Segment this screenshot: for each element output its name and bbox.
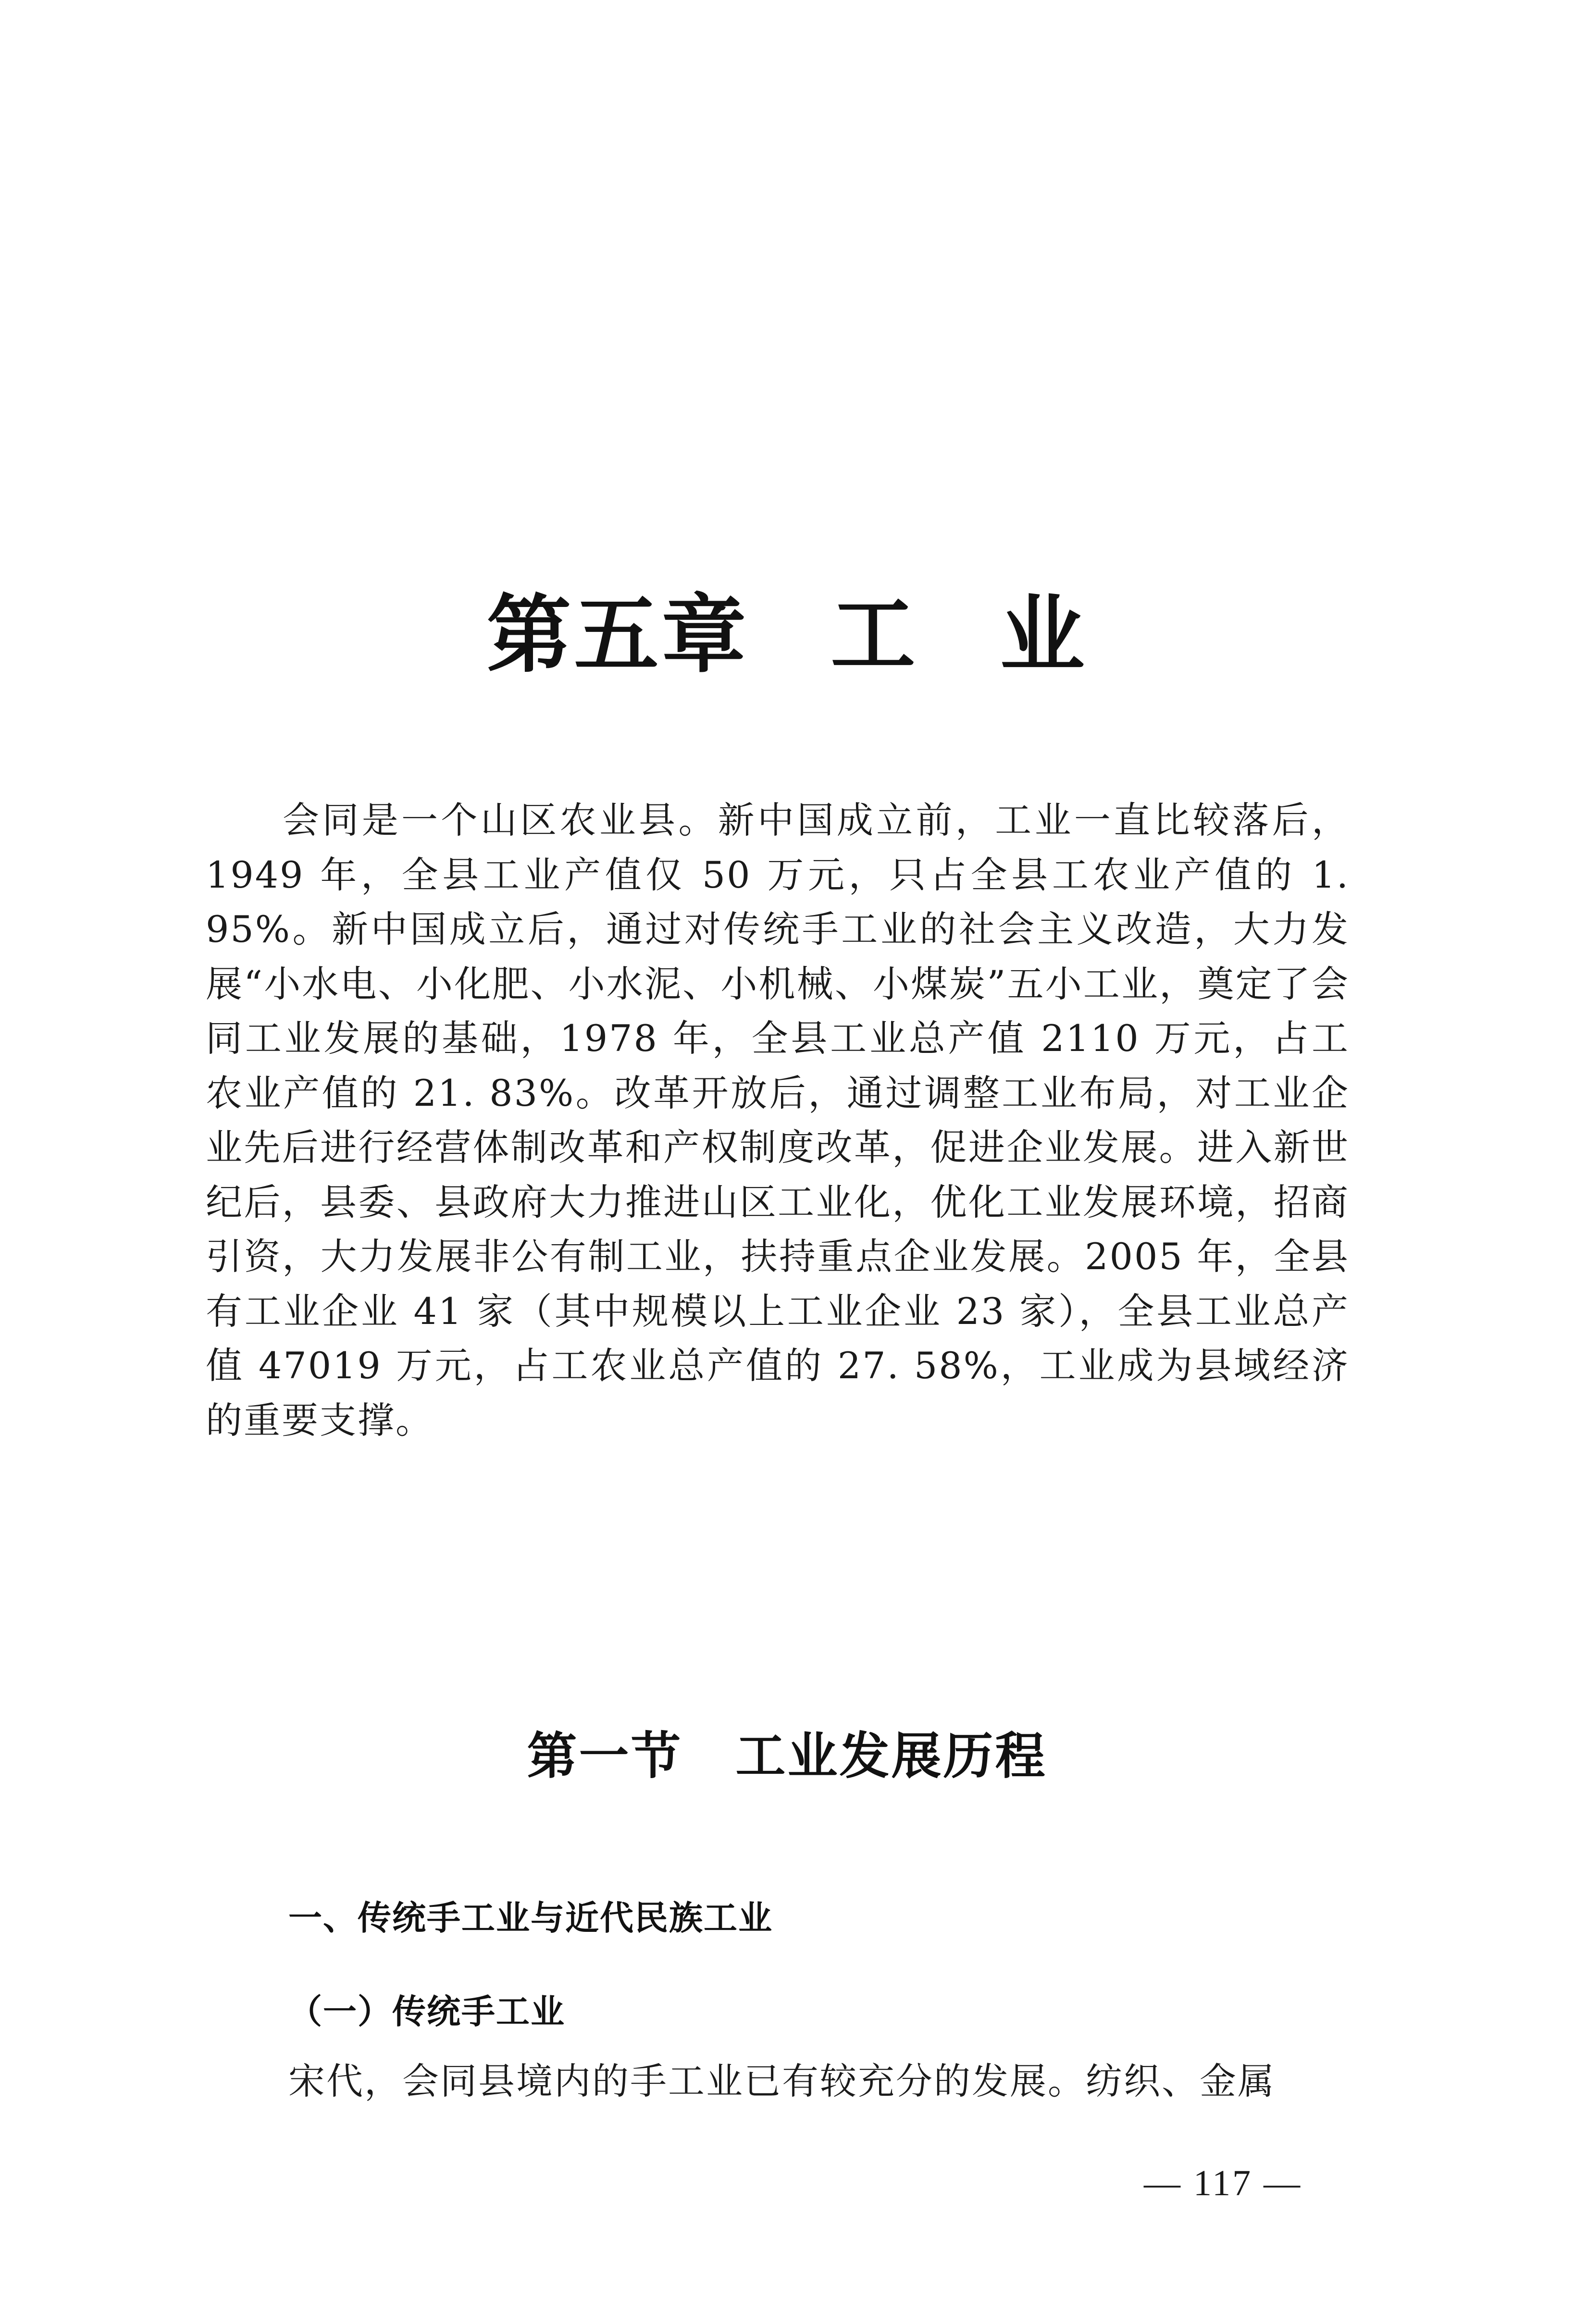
- chapter-title: [0, 567, 1574, 689]
- chapter-number: 第五章: [486, 585, 749, 684]
- chapter-title-char-2: 业: [1000, 585, 1088, 684]
- page-number: — 117 —: [1144, 2163, 1302, 2203]
- section-title: [0, 1716, 1574, 1788]
- subsubsection-heading: （一）传统手工业: [288, 1992, 565, 2031]
- section-name: 工业发展历程: [735, 1727, 1047, 1785]
- chapter-intro: [206, 793, 1350, 1447]
- subsection-heading: 一、传统手工业与近代民族工业: [288, 1898, 773, 1938]
- body-paragraph: 宋代，会同县境内的手工业已有较充分的发展。纺织、金属: [288, 2060, 1276, 2102]
- chapter-title-char-1: 工: [830, 585, 918, 684]
- section-number: 第一节: [527, 1727, 683, 1785]
- intro-paragraph: 会同是一个山区农业县。新中国成立前，工业一直比较落后，1949 年，全县工业产值仅 50 万元，只占全县工农业产值的 1. 95%。新中国成立后，通过对传统手工业的社会主义改造，大力发展“小水电、小化肥、小水泥、小机械、小煤炭”五小工业，奠定了会同工业发展的基础，1978 年，全县工业总产值 2110 万元，占工农业产值的 21. 83%。改革开放后，通过调整工业布局，对工业企业先后进行经营体制改革和产权制度改革，促进企业发展。进入新世纪后，县委、县政府大力推进山区工业化，优化工业发展环境，招商引资，大力发展非公有制工业，扶持重点企业发展。2005 年，全县有工业企业 41 家（其中规模以上工业企业 23 家），全县工业总产值 47019 万元，占工农业总产值的 27. 58%，工业成为县域经济的重要支撑。: [206, 799, 1350, 1442]
